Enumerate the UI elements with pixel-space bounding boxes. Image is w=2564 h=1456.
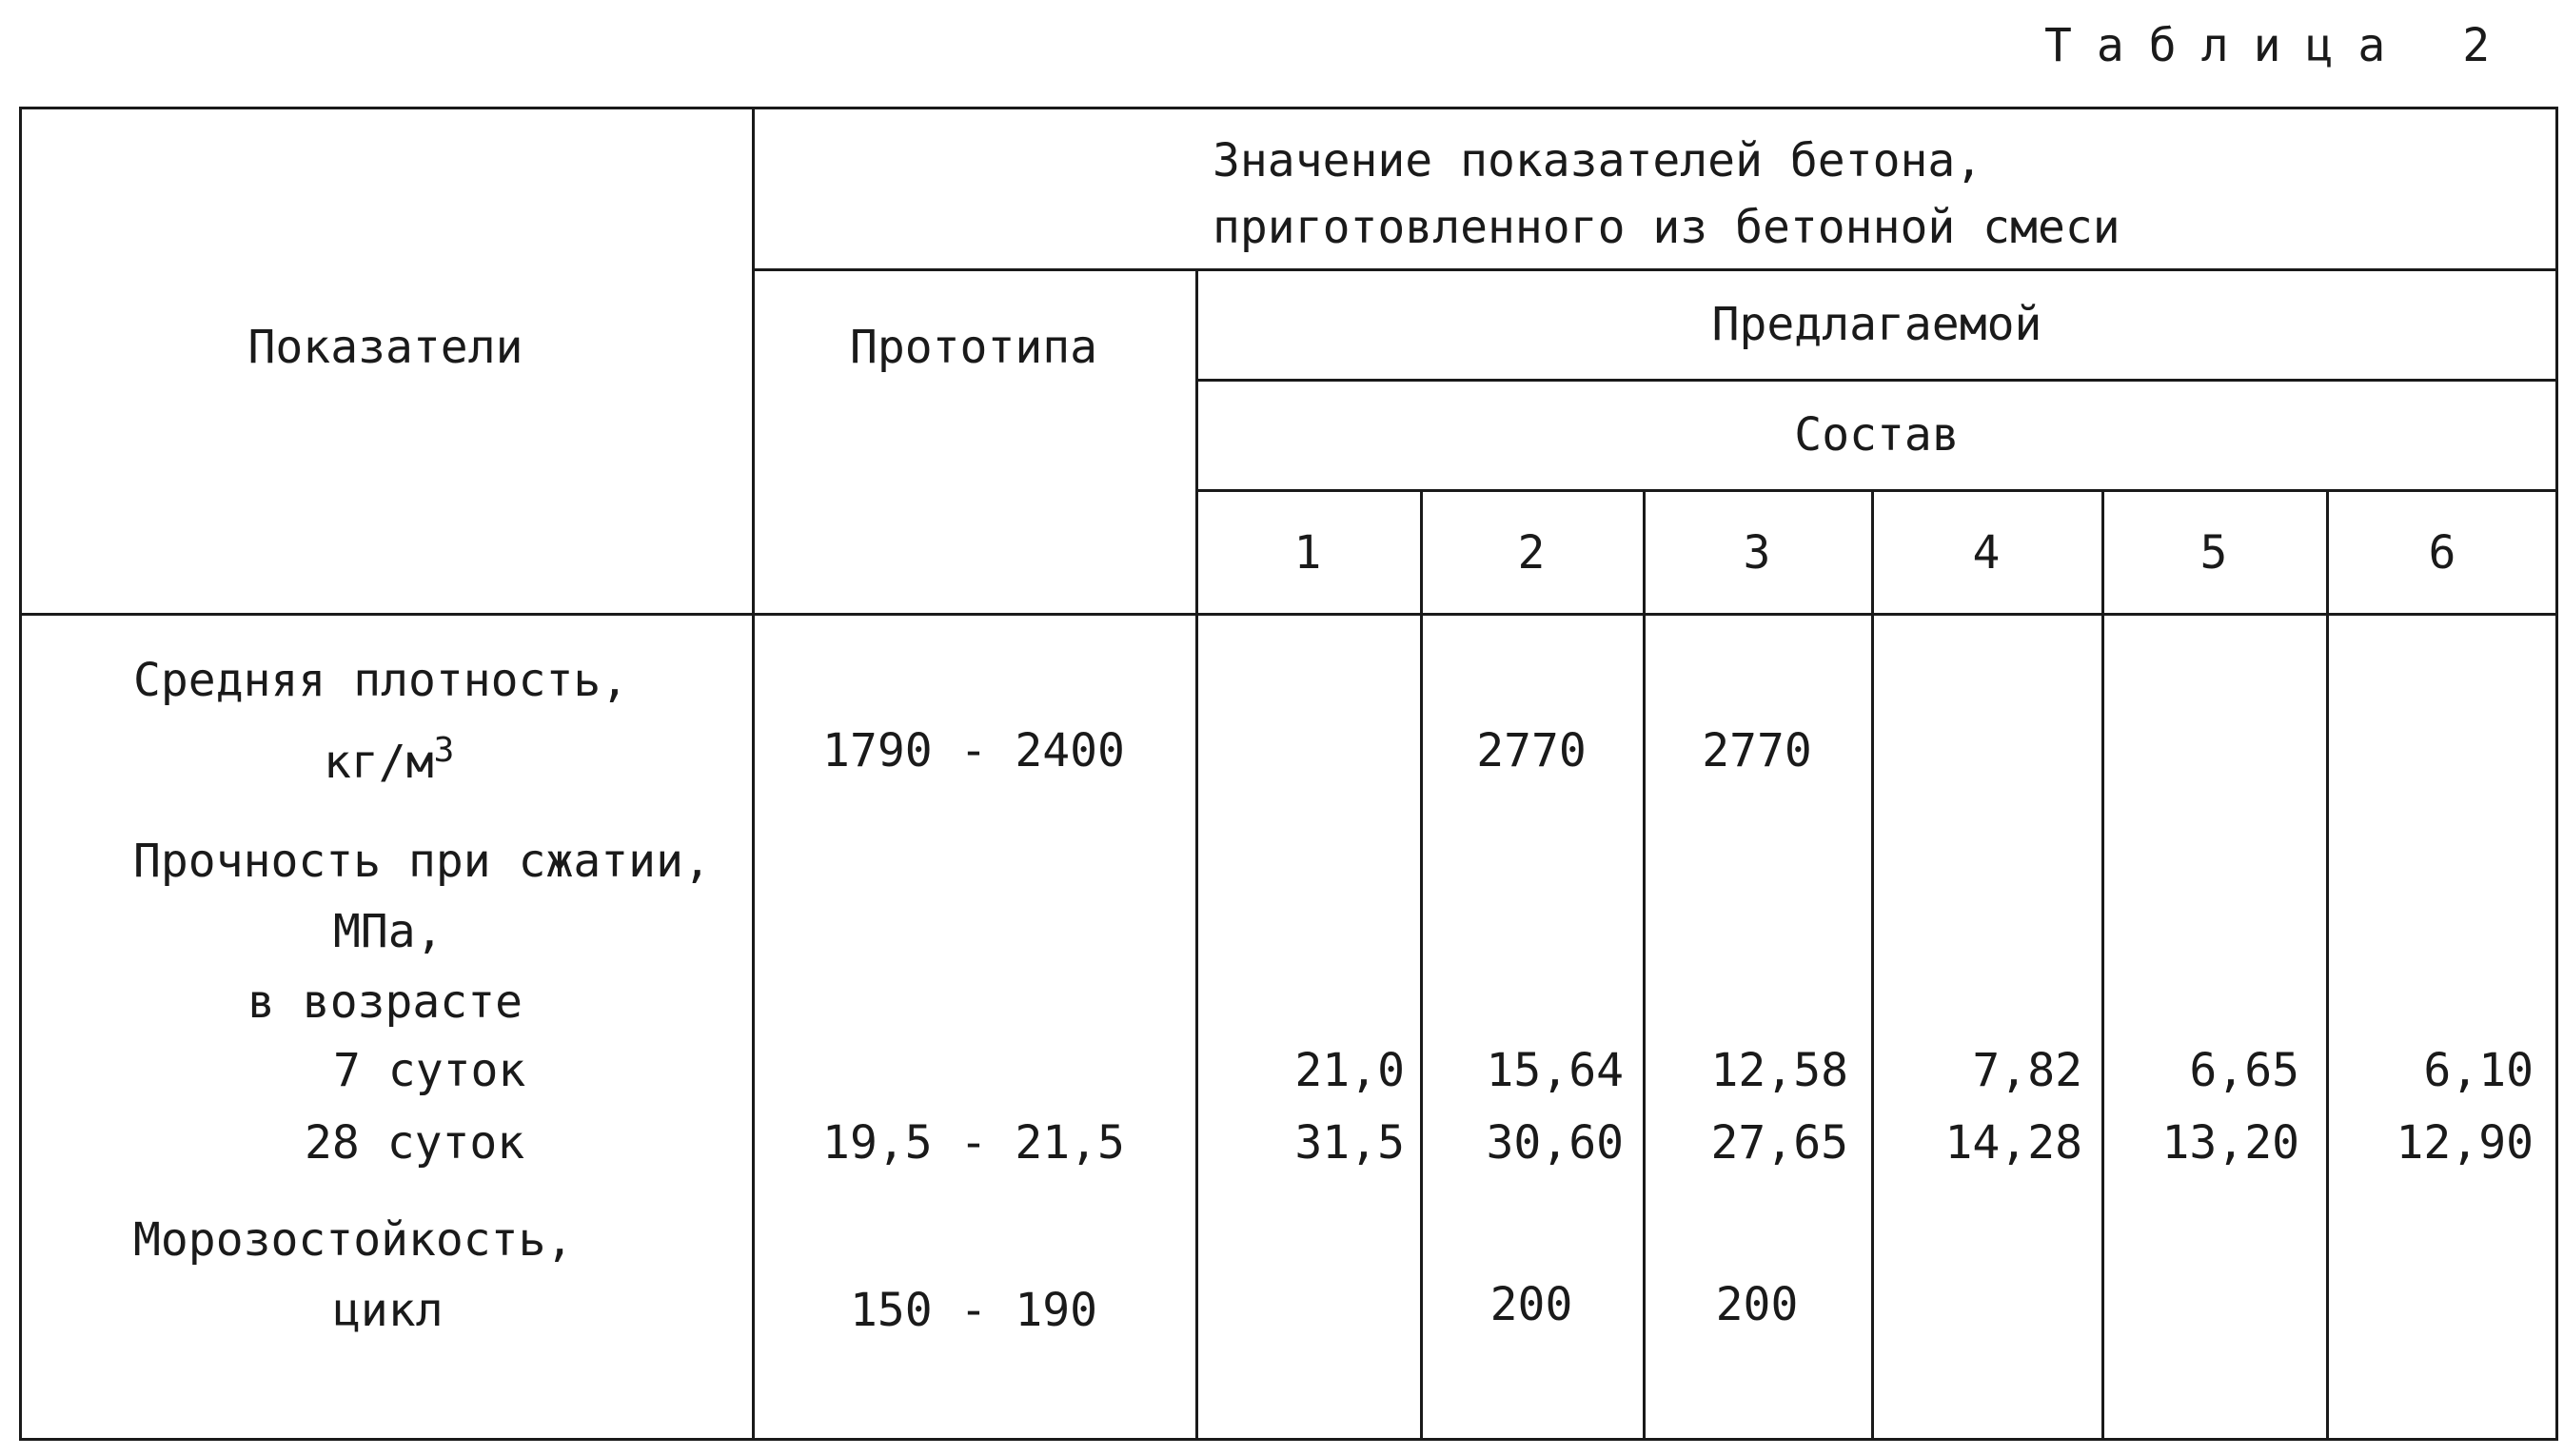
composition-number-1: 1: [1293, 526, 1322, 580]
frost-prototype: 150 - 190: [849, 1284, 1098, 1337]
strength-day7-value-2: 15,64: [1486, 1044, 1624, 1097]
frost-label-line2: цикл: [333, 1284, 444, 1337]
data-table: [19, 107, 2558, 1441]
composition-number-4: 4: [1972, 526, 2001, 580]
strength-day7-label: 7 суток: [333, 1044, 526, 1097]
strength-day7-value-5: 6,65: [2189, 1044, 2299, 1097]
strength-label-line3: в возрасте: [247, 975, 523, 1029]
strength-day28-value-4: 14,28: [1944, 1116, 2082, 1170]
table-border-left: [19, 107, 22, 1441]
strength-day28-value-2: 30,60: [1486, 1116, 1624, 1170]
density-value-2: 2770: [1476, 724, 1587, 777]
composition-number-3: 3: [1743, 526, 1771, 580]
header-line-proposed: [1195, 379, 2558, 382]
header-composition: Состав: [1794, 408, 1960, 462]
strength-day28-value-5: 13,20: [2161, 1116, 2299, 1170]
frost-value-3: 200: [1715, 1278, 1799, 1331]
header-values-line2: приготовленного из бетонной смеси: [1213, 201, 2120, 254]
strength-label-line1: Прочность при сжатии,: [133, 835, 711, 888]
table-border-bottom: [19, 1438, 2558, 1441]
strength-day7-value-3: 12,58: [1710, 1044, 1848, 1097]
strength-day7-value-4: 7,82: [1972, 1044, 2082, 1097]
composition-number-6: 6: [2428, 526, 2456, 580]
frost-label-line1: Морозостойкость,: [133, 1213, 574, 1267]
strength-day7-value-1: 21,0: [1294, 1044, 1405, 1097]
table-border-top: [19, 107, 2558, 109]
strength-label-line2: МПа,: [333, 905, 444, 958]
density-label-line2: [324, 716, 454, 797]
strength-day28-label: 28 суток: [305, 1116, 525, 1170]
strength-day28-value-3: 27,65: [1710, 1116, 1848, 1170]
header-line-composition: [1195, 489, 2558, 492]
density-prototype: 1790 - 2400: [822, 724, 1125, 777]
header-values-line1: Значение показателей бетона,: [1213, 134, 1983, 187]
header-line-values: [752, 268, 2558, 271]
strength-day7-value-6: 6,10: [2423, 1044, 2534, 1097]
header-proposed: Предлагаемой: [1711, 298, 2042, 351]
header-line-bottom: [19, 613, 2558, 616]
density-value-3: 2770: [1702, 724, 1812, 777]
col-divider-3: [1871, 489, 1874, 1441]
density-unit: кг/м: [324, 736, 434, 789]
header-prototype: Прототипа: [849, 321, 1098, 374]
col-divider-4: [2101, 489, 2104, 1441]
table-title: Таблица 2: [2044, 19, 2515, 72]
frost-value-2: 200: [1489, 1278, 1573, 1331]
col-divider-5: [2326, 489, 2329, 1441]
composition-number-5: 5: [2199, 526, 2228, 580]
strength-day28-value-1: 31,5: [1294, 1116, 1405, 1170]
density-unit-superscript: 3: [433, 731, 455, 770]
strength-day28-prototype: 19,5 - 21,5: [822, 1116, 1125, 1170]
header-indicators: Показатели: [247, 321, 523, 374]
composition-number-2: 2: [1517, 526, 1546, 580]
density-label-line1: Средняя плотность,: [133, 654, 629, 707]
strength-day28-value-6: 12,90: [2396, 1116, 2534, 1170]
